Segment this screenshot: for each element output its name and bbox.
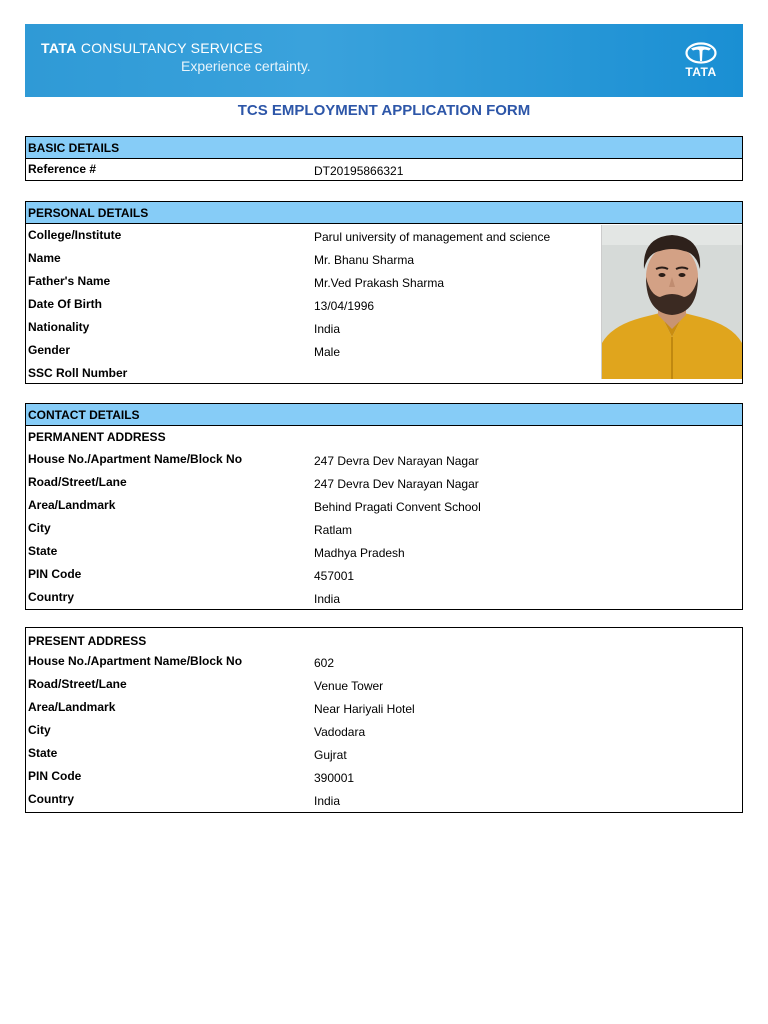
field-label: Name <box>28 251 61 265</box>
field-row <box>26 673 742 696</box>
section-header: PERSONAL DETAILS <box>26 202 742 224</box>
field-value: 247 Devra Dev Narayan Nagar <box>314 477 479 491</box>
field-label: SSC Roll Number <box>28 366 128 380</box>
field-row <box>26 586 742 609</box>
field-value: Mr. Bhanu Sharma <box>314 253 415 267</box>
field-label: Area/Landmark <box>28 498 116 512</box>
field-value: 247 Devra Dev Narayan Nagar <box>314 454 479 468</box>
field-label: State <box>28 746 58 760</box>
field-value: Male <box>314 345 341 359</box>
field-label: City <box>28 521 51 535</box>
field-label: Date Of Birth <box>28 297 103 311</box>
field-label: Gender <box>28 343 71 357</box>
field-value: 390001 <box>314 771 355 785</box>
field-row <box>26 448 742 471</box>
permanent-address-title: PERMANENT ADDRESS <box>28 430 166 444</box>
field-row <box>26 494 742 517</box>
present-address-title: PRESENT ADDRESS <box>28 634 147 648</box>
applicant-photo <box>601 225 742 379</box>
field-row <box>26 471 742 494</box>
field-value: 602 <box>314 656 335 670</box>
field-value: Venue Tower <box>314 679 384 693</box>
field-label: Country <box>28 792 74 806</box>
field-row <box>26 719 742 742</box>
field-label: PIN Code <box>28 567 82 581</box>
field-row <box>26 159 742 180</box>
brand-tagline: Experience certainty. <box>181 58 311 74</box>
field-value: Mr.Ved Prakash Sharma <box>314 276 445 290</box>
field-value: India <box>314 592 341 606</box>
header-banner <box>25 24 743 97</box>
field-row <box>26 650 742 673</box>
basic-details-section <box>25 136 743 181</box>
field-label: PIN Code <box>28 769 82 783</box>
field-row <box>26 742 742 765</box>
field-label: Country <box>28 590 74 604</box>
field-value: Ratlam <box>314 523 353 537</box>
field-value: 13/04/1996 <box>314 299 375 313</box>
present-address-section <box>25 627 743 813</box>
section-header: CONTACT DETAILS <box>26 404 742 426</box>
field-value: Behind Pragati Convent School <box>314 500 481 514</box>
field-row <box>26 696 742 719</box>
field-value: Gujrat <box>314 748 347 762</box>
personal-details-section <box>25 201 743 384</box>
field-label: House No./Apartment Name/Block No <box>28 452 243 466</box>
field-label: Road/Street/Lane <box>28 475 127 489</box>
contact-details-section <box>25 403 743 610</box>
field-label: Reference # <box>28 162 97 176</box>
field-label: Road/Street/Lane <box>28 677 127 691</box>
field-value: DT20195866321 <box>314 164 404 178</box>
field-row <box>26 765 742 788</box>
field-label: Nationality <box>28 320 90 334</box>
field-value: India <box>314 794 341 808</box>
field-value: Parul university of management and science <box>314 230 551 244</box>
field-label: Area/Landmark <box>28 700 116 714</box>
field-row <box>26 540 742 563</box>
field-row <box>26 517 742 540</box>
field-label: College/Institute <box>28 228 122 242</box>
field-value: Vadodara <box>314 725 366 739</box>
field-value: India <box>314 322 341 336</box>
tata-logo-icon: TATA <box>679 42 723 82</box>
field-row <box>26 788 742 811</box>
field-row <box>26 563 742 586</box>
form-title: TCS EMPLOYMENT APPLICATION FORM <box>237 102 531 119</box>
section-header: BASIC DETAILS <box>26 137 742 159</box>
field-value: Madhya Pradesh <box>314 546 405 560</box>
brand-name: TATA CONSULTANCY SERVICES <box>41 40 263 56</box>
field-label: State <box>28 544 58 558</box>
field-value: Near Hariyali Hotel <box>314 702 415 716</box>
field-value: 457001 <box>314 569 355 583</box>
field-label: City <box>28 723 51 737</box>
field-label: House No./Apartment Name/Block No <box>28 654 243 668</box>
field-label: Father's Name <box>28 274 111 288</box>
